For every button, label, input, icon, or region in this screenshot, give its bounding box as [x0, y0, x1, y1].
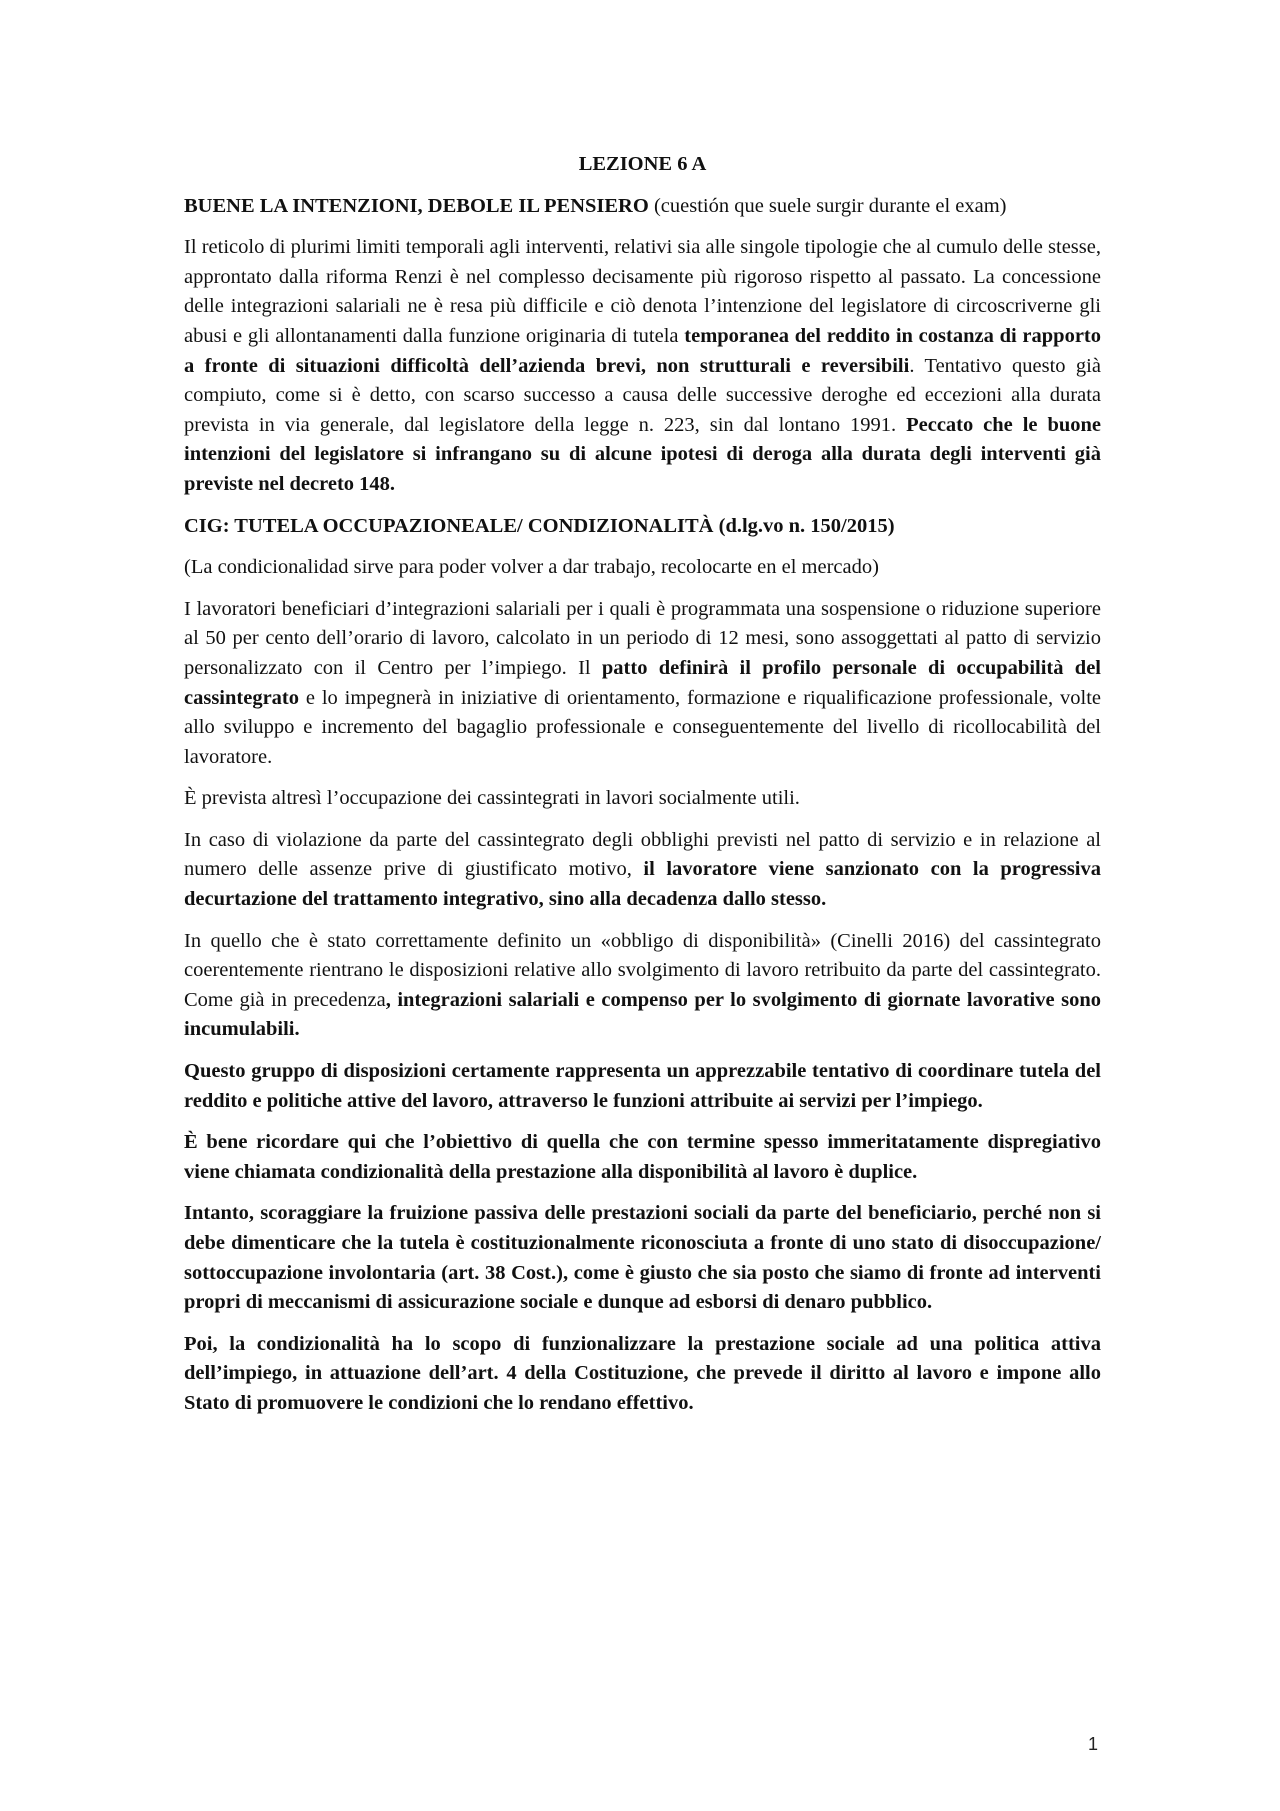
lesson-title: LEZIONE 6 A	[578, 153, 707, 175]
paragraph-gruppo-disposizioni	[184, 1057, 1101, 1116]
paragraph-violazione	[184, 826, 1101, 915]
text-span: I lavoratori beneficiari d’integrazioni salariali per i quali è programmata una sospensione o riduzione superiore al 50 per cento dell’orario di lavoro, calcolato in un periodo di 12 mesi, sono assoggettati al patto di servizio personalizzato con il Centro per l’impiego. Il	[184, 597, 1101, 679]
paragraph-heading-intentions	[184, 192, 1101, 222]
bold-span: Intanto, scoraggiare la fruizione passiva delle prestazioni sociali da parte del beneficiario, perché non si debe dimenticare che la tutela è costituzionalmente riconosciuta a fronte di uno stato di disoccupazione/ sottoccupazione involontaria (art. 38 Cost.), come è giusto che sia posto che siamo di fronte ad interventi propri di meccanismi di assicurazione sociale e dunque ad esborsi di denaro pubblico.	[184, 1202, 1101, 1314]
paragraph-intanto	[184, 1199, 1101, 1317]
paragraph-obiettivo-duplice	[184, 1128, 1101, 1187]
paragraph-lavoratori-beneficiari	[184, 595, 1101, 773]
bold-span: patto definirà il profilo personale di occupabilità del cassintegrato	[184, 656, 1101, 709]
paragraph-reticolo	[184, 233, 1101, 499]
text-span: . Tentativo questo già compiuto, come si è detto, con scarso successo a causa delle successive deroghe ed eccezioni alla durata prevista in via generale, dal legislatore della legge n. 223, sin dal lontano 1991.	[184, 354, 1101, 436]
bold-span: Questo gruppo di disposizioni certamente rappresenta un apprezzabile tentativo di coordinare tutela del reddito e politiche attive del lavoro, attraverso le funzioni attribuite ai servizi per l’impiego.	[184, 1060, 1101, 1112]
text-span: In caso di violazione da parte del cassintegrato degli obblighi previsti nel patto di servizio e in relazione al numero delle assenze prive di giustificato motivo,	[184, 828, 1101, 881]
paragraph-poi	[184, 1330, 1101, 1419]
bold-span: temporanea del reddito in costanza di rapporto a fronte di situazioni difficoltà dell’azienda brevi, non strutturali e reversibili	[184, 324, 1102, 377]
page-number: 1	[1088, 1734, 1099, 1754]
bold-span: il lavoratore viene sanzionato con la progressiva decurtazione del trattamento integrativo, sino alla decadenza dallo stesso.	[184, 858, 1101, 911]
document-page	[184, 150, 1101, 1431]
paragraph-lavori-socialmente-utili: È prevista altresì l’occupazione dei cassintegrati in lavori socialmente utili.	[184, 787, 800, 810]
paragraph-obbligo-disponibilita	[184, 927, 1101, 1045]
text-span: e lo impegnerà in iniziative di orientamento, formazione e riqualificazione professionale, volte allo sviluppo e incremento del bagaglio professionale e conseguentemente del livello di ricollocabilità del lavoratore.	[184, 686, 1101, 768]
bold-span: È bene ricordare qui che l’obiettivo di quella che con termine spesso immeritatamente dispregiativo viene chiamata condizionalità della prestazione alla disponibilità al lavoro è duplice.	[184, 1131, 1101, 1183]
paragraph-condicionalidad-note: (La condicionalidad sirve para poder volver a dar trabajo, recolocarte en el mercado)	[184, 556, 879, 579]
heading-bold-text: BUENE LA INTENZIONI, DEBOLE IL PENSIERO	[184, 194, 649, 217]
bold-span: Poi, la condizionalità ha lo scopo di funzionalizzare la prestazione sociale ad una politica attiva dell’impiego, in attuazione dell’art. 4 della Costituzione, che prevede il diritto al lavoro e impone allo Stato di promuovere le condizioni che lo rendano effettivo.	[184, 1332, 1101, 1414]
bold-span: , integrazioni salariali e compenso per lo svolgimento di giornate lavorative sono incumulabili.	[184, 988, 1101, 1041]
section-heading-cig	[184, 512, 1101, 542]
bold-span: Peccato che le buone intenzioni del legislatore si infrangano su di alcune ipotesi di deroga alla durata degli interventi già previste nel decreto 148.	[184, 413, 1102, 495]
text-span: In quello che è stato correttamente definito un «obbligo di disponibilità» (Cinelli 2016) del cassintegrato coerentemente rientrano le disposizioni relative allo svolgimento di lavoro retribuito da parte del cassintegrato. Come già in precedenza	[184, 929, 1101, 1011]
text-span: Il reticolo di plurimi limiti temporali agli interventi, relativi sia alle singole tipologie che al cumulo delle stesse, approntato dalla riforma Renzi è nel complesso decisamente più rigoroso rispetto al passato. La concessione delle integrazioni salariali ne è resa più difficile e ciò denota l’intenzione del legislatore di circoscriverne gli abusi e gli allontanamenti dalla funzione originaria di tutela	[184, 236, 1101, 347]
heading-note-text: (cuestión que suele surgir durante el exam)	[648, 194, 1007, 217]
bold-span: CIG: TUTELA OCCUPAZIONEALE/ CONDIZIONALITÀ (d.lg.vo n. 150/2015)	[184, 514, 895, 537]
